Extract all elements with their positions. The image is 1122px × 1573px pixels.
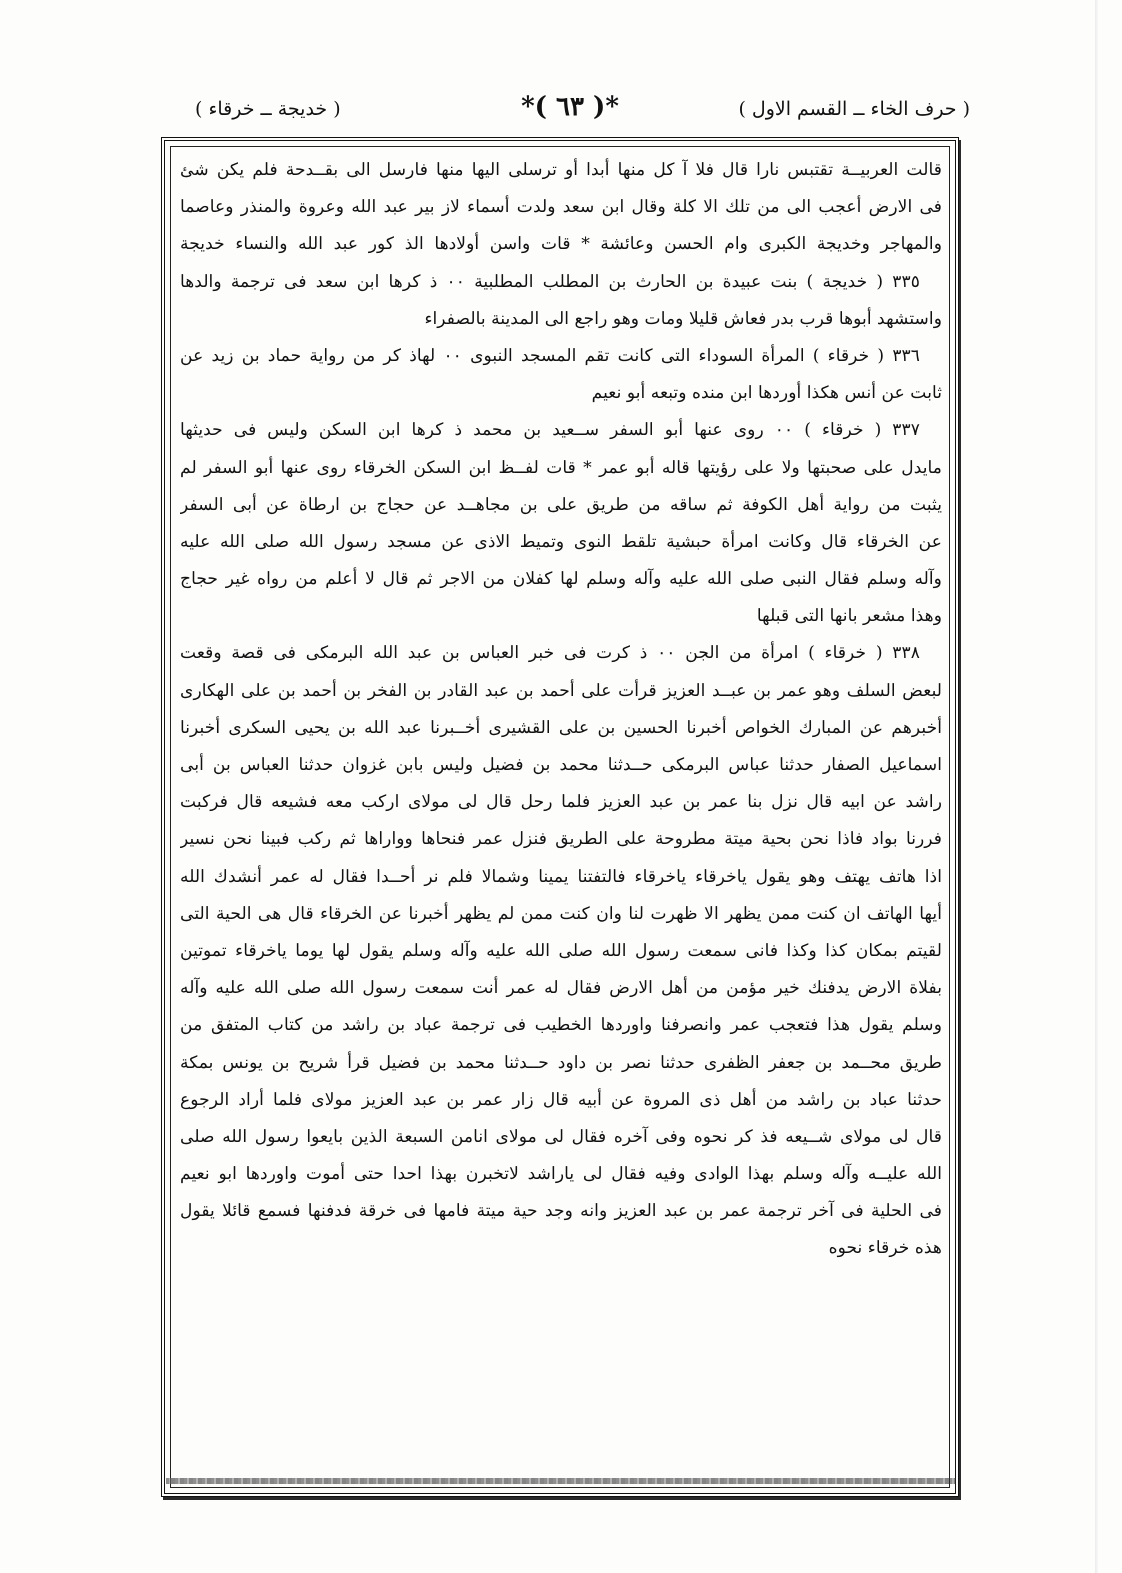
text-line: لقيتم بمكان كذا وكذا فانى سمعت رسول الله صلى الله عليه وآله وسلم يقول لها يوما ياخرقاء تموتين [180, 940, 942, 961]
text-line: واستشهد أبوها قرب بدر فعاش قليلا ومات وهو راجع الى المدينة بالصفراء [424, 308, 942, 329]
text-line: فى الارض أعجب الى من تلك الا كلة وقال ابن سعد ولدت أسماء لاز بير عبد الله وعروة والمنذر وعاصما [180, 197, 942, 218]
header-section-title: ( حرف الخاء ــ القسم الاول ) [738, 98, 970, 120]
page-fold-shadow [1095, 0, 1098, 1573]
entry-heading-line: ٣٣٨ ( خرقاء ) امرأة من الجن ٠٠ ذ كرت فى خبر العباس بن عبد الله البرمكى فى قصة وقعت [180, 643, 920, 664]
text-line: وآله وسلم فقال النبى صلى الله عليه وآله وسلم لها كفلان من الاجر ثم قال لا أعلم من رواه غير حجاج [180, 569, 942, 590]
text-line: والمهاجر وخديجة الكبرى وام الحسن وعائشة * قات واسن أولادها الذ كور عبد الله والنساء خديجة [180, 234, 942, 255]
text-line: وسلم يقول هذا فتعجب عمر وانصرفنا واوردها الخطيب فى ترجمة عباد بن راشد من كتاب المتفق من [180, 1015, 942, 1036]
text-line: فى الحلية فى آخر ترجمة عمر بن عبد العزيز وانه وجد حية ميتة فامها فى خرقة فدفنها فسمع قائلا يقول [180, 1201, 942, 1222]
text-line: عن الخرقاء قال وكانت امرأة حبشية تلقط النوى وتميط الاذى عن مسجد رسول الله صلى الله عليه [180, 531, 942, 552]
text-line: أيها الهاتف ان كنت ممن يظهر الا ظهرت لنا وان كنت ممن لم يظهر أخبرنا عن الخرقاء قال هى الحية التى [180, 903, 942, 924]
page-number: *( ٦٣ )* [521, 92, 619, 122]
text-line: قالت العربيــة تقتبس نارا قال فلا آ كل منها أبدا أو ترسلى اليها منها فارسل الى بقــدحة فلم يكن شئ [180, 160, 942, 180]
text-line: هذه خرقاء نحوه [828, 1238, 942, 1259]
text-line: بفلاة الارض يدفنك خير مؤمن من أهل الارض فقال له عمر أنت سمعت رسول الله صلى الله عليه وآله [180, 978, 942, 999]
text-line: أخبرهم عن المبارك الخواص أخبرنا الحسين بن على القشيرى أخــبرنا عبد الله بن يحيى السكرى أخبرنا [180, 717, 942, 738]
text-line: ثابت عن أنس هكذا أوردها ابن منده وتبعه أبو نعيم [591, 383, 942, 404]
text-line: قال لى مولاى شــيعه فذ كر نحوه وفى آخره فقال لى مولاى انامن السبعة الذين بايعوا رسول الله صلى [180, 1126, 942, 1147]
header-entry-range: ( خديجة ــ خرقاء ) [195, 98, 341, 120]
running-header [170, 92, 970, 132]
text-line: راشد عن ابيه قال نزل بنا عمر بن عبد العزيز فلما رحل قال لى مولاى اركب معه فشيعه قال فركبت [180, 792, 942, 813]
text-line: لبعض السلف وهو عمر بن عبــد العزيز قرأت على أحمد بن عبد القادر بن الفخر بن أحمد بن على الهكارى [180, 680, 942, 701]
body-text [180, 152, 942, 1268]
text-line: وهذا مشعر بانها التى قبلها [756, 606, 942, 627]
entry-heading-line: ٣٣٦ ( خرقاء ) المرأة السوداء التى كانت تقم المسجد النبوى ٠٠ لهاذ كر من رواية حماد بن زيد عن [180, 345, 921, 366]
text-line: يثبت من رواية أهل الكوفة ثم ساقه من طريق على بن مجاهــد عن حجاج بن ارطاة عن أبى السفر [180, 494, 942, 515]
text-line: الله عليــه وآله وسلم بهذا الوادى وفيه فقال لى ياراشد لاتخبرن بهذا احدا حتى أموت واوردها ابو نعيم [180, 1164, 942, 1185]
entry-heading-line: ٣٣٥ ( خديجة ) بنت عبيدة بن الحارث بن المطلب المطلبية ٠٠ ذ كرها ابن سعد فى ترجمة والدها [180, 271, 920, 292]
text-line: مايدل على صحبتها ولا على رؤيتها قاله أبو عمر * قات لفــظ ابن السكن الخرقاء روى عنها أبو السفر لم [180, 457, 942, 478]
entry-heading-line: ٣٣٧ ( خرقاء ) ٠٠ روى عنها أبو السفر ســعيد بن محمد ذ كرها ابن السكن وليس فى حديثها [180, 420, 920, 441]
text-line: اسماعيل الصفار حدثنا عباس البرمكى حــدثنا محمد بن فضيل وليس بابن غزوان حدثنا العباس بن أبى [180, 755, 942, 775]
bottom-border-rule [166, 1478, 956, 1484]
text-line: اذا هاتف يهتف وهو يقول ياخرقاء ياخرقاء فالتفتنا يمينا وشمالا فلم نر أحــدا فقال له عمر أنشدك الله [180, 866, 942, 887]
text-line: طريق محــمد بن جعفر الظفرى حدثنا نصر بن داود حــدثنا محمد بن فضيل قرأ شريح بن يونس بمكة [180, 1052, 942, 1073]
text-line: حدثنا عباد بن راشد من أهل ذى المروة عن أبيه قال زار عمر بن عبد العزيز مولاى فلما أراد الرجوع [180, 1089, 942, 1110]
text-line: فررنا بواد فاذا نحن بحية ميتة مطروحة على الطريق فنزل عمر فنحاها وواراها ثم ركب فبينا نحن نسير [180, 829, 942, 850]
